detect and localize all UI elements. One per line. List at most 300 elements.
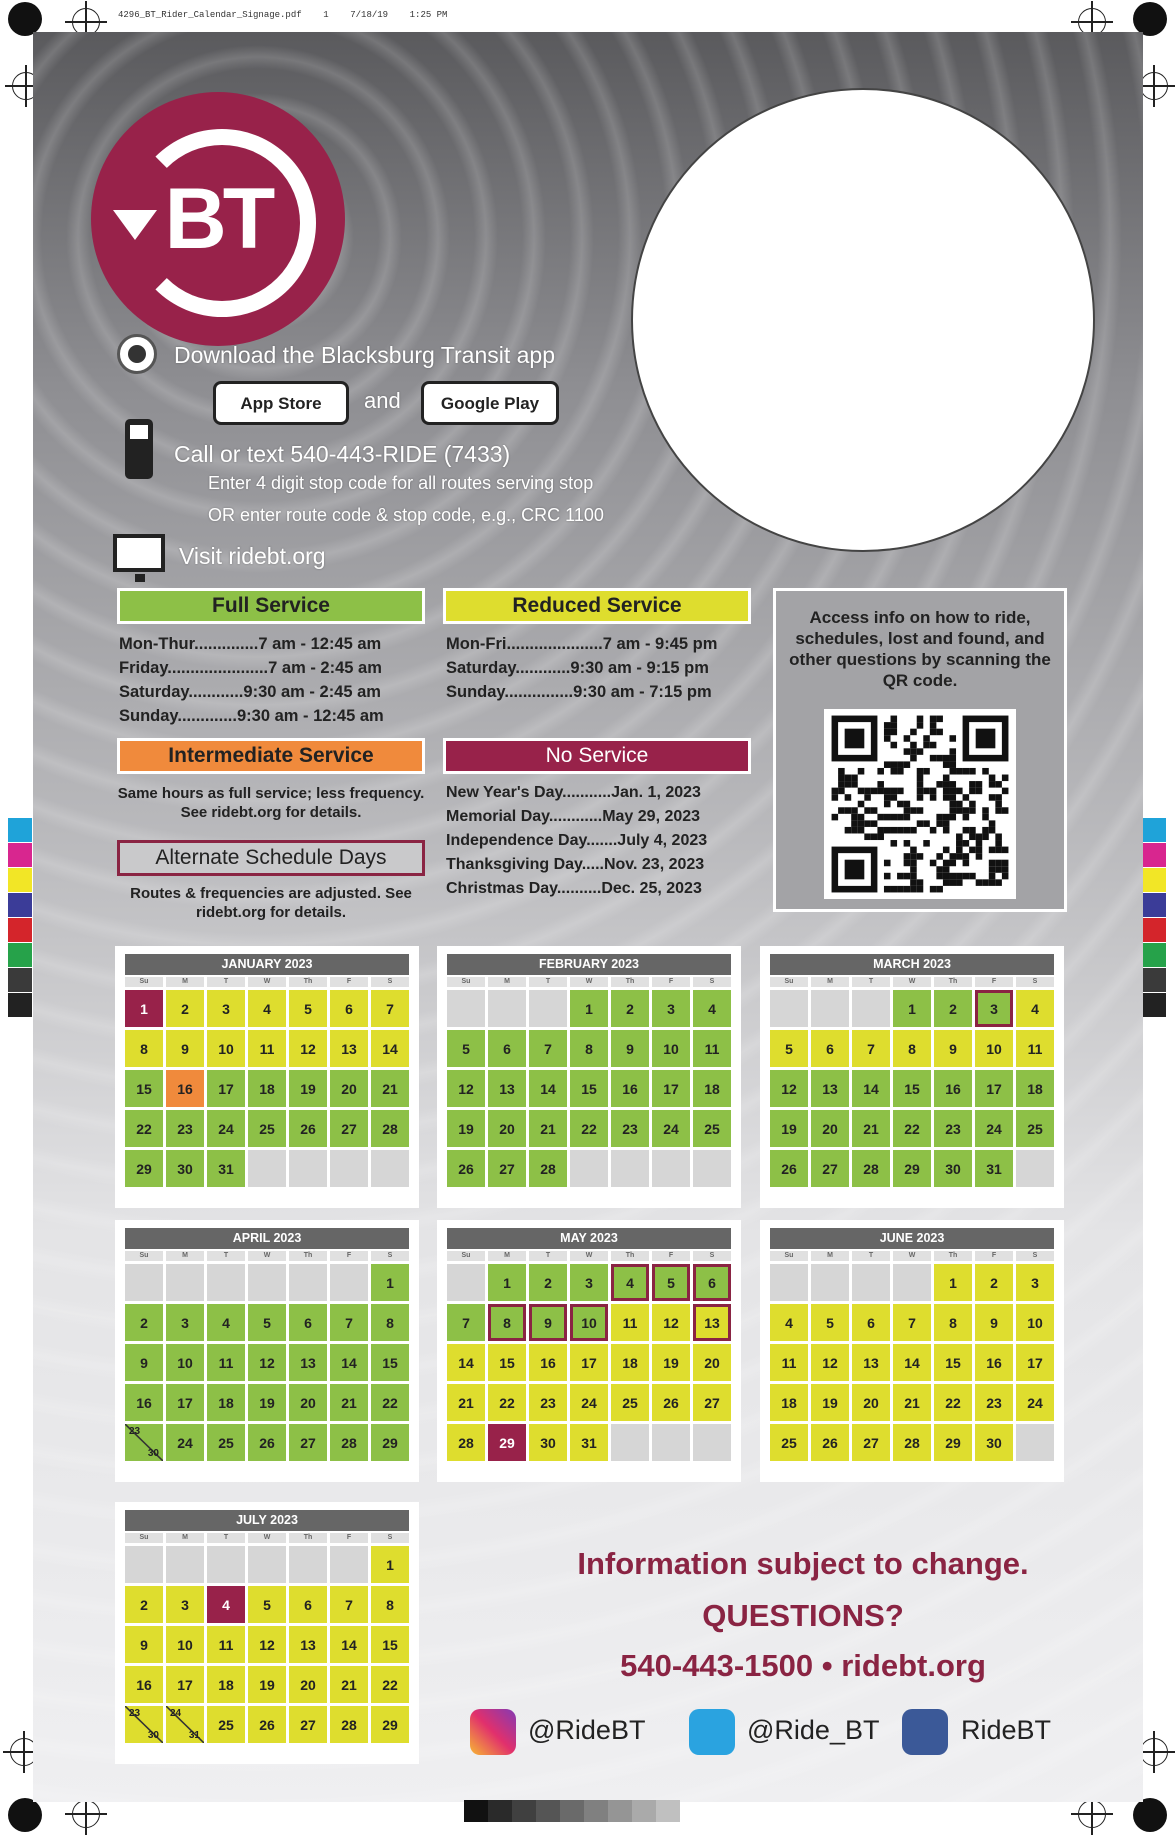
calendar-day: 1 <box>371 1546 409 1583</box>
calendar-day: 5 <box>447 1030 485 1067</box>
qr-module <box>956 788 963 795</box>
weekday-header <box>125 1533 409 1543</box>
qr-module <box>884 788 891 795</box>
calendar-day: 27 <box>289 1424 327 1461</box>
qr-module <box>904 853 911 860</box>
qr-module <box>832 788 839 795</box>
calendar-day: 4 <box>693 990 731 1027</box>
qr-module <box>904 735 911 742</box>
qr-module <box>910 860 917 867</box>
corner-registration-dot <box>1133 1798 1167 1832</box>
calendar-day: 9 <box>611 1030 649 1067</box>
visit-link[interactable]: Visit ridebt.org <box>179 543 326 569</box>
qr-module <box>930 794 937 801</box>
calendar-day: 28 <box>852 1150 890 1187</box>
calendar-day: 19 <box>652 1344 690 1381</box>
qr-module <box>838 775 845 782</box>
qr-module <box>877 814 884 821</box>
calendar-day: 15 <box>371 1344 409 1381</box>
calendar-day: 26 <box>447 1150 485 1187</box>
calendar-day: 26 <box>770 1150 808 1187</box>
calendar-empty-day <box>611 1150 649 1187</box>
weekday-label: T <box>207 1251 245 1261</box>
calendar-day: 8 <box>371 1586 409 1623</box>
calendar-day: 1 <box>488 1264 526 1301</box>
calendar-empty-day <box>330 1150 368 1187</box>
calendar-day: 2 <box>611 990 649 1027</box>
calendar-day: 22 <box>371 1666 409 1703</box>
calendar-day: 10 <box>166 1344 204 1381</box>
qr-module <box>845 794 852 801</box>
qr-module <box>891 814 898 821</box>
registration-mark <box>1140 1738 1168 1766</box>
calendar-day: 19 <box>811 1384 849 1421</box>
weekday-label: W <box>248 1533 286 1543</box>
calendar-day: 1 <box>893 990 931 1027</box>
qr-module <box>995 781 1002 788</box>
qr-module <box>851 775 858 782</box>
calendar-empty-day <box>330 1264 368 1301</box>
weekday-label: Th <box>611 977 649 987</box>
calendar-empty-day <box>811 990 849 1027</box>
calendar-day: 4 <box>611 1264 649 1301</box>
calendar-day: 15 <box>488 1344 526 1381</box>
qr-module <box>976 833 983 840</box>
facebook-handle[interactable]: RideBT <box>961 1715 1052 1745</box>
qr-module <box>1002 807 1009 814</box>
qr-module <box>832 794 839 801</box>
calendar-empty-day <box>447 1264 485 1301</box>
calendar-day <box>125 1424 163 1461</box>
calendar-day: 2 <box>166 990 204 1027</box>
calendar-grid <box>125 1546 409 1743</box>
facebook-icon[interactable] <box>902 1709 948 1755</box>
calendar-day: 8 <box>488 1304 526 1341</box>
qr-module <box>969 833 976 840</box>
calendar-day <box>166 1706 204 1743</box>
calendar-day: 23 <box>529 1384 567 1421</box>
qr-module <box>884 814 891 821</box>
qr-module <box>930 755 937 762</box>
qr-module <box>943 827 950 834</box>
calendar-empty-day <box>488 990 526 1027</box>
calendar-day: 5 <box>248 1586 286 1623</box>
calendar-day: 17 <box>166 1384 204 1421</box>
contact-line[interactable]: 540-443-1500 • ridebt.org <box>620 1648 986 1683</box>
calendar-day: 30 <box>934 1150 972 1187</box>
calendar-day: 19 <box>248 1666 286 1703</box>
calendar-month-title: APRIL 2023 <box>125 1228 409 1249</box>
calendar-grid <box>447 1264 731 1461</box>
qr-module <box>943 761 950 768</box>
qr-module <box>858 820 865 827</box>
calendar-day: 27 <box>488 1150 526 1187</box>
calendar-day: 22 <box>488 1384 526 1421</box>
calendar-empty-day <box>289 1546 327 1583</box>
bt-logo <box>91 92 345 346</box>
instagram-icon[interactable] <box>470 1709 516 1755</box>
corner-registration-dot <box>1133 2 1167 36</box>
qr-module <box>917 820 924 827</box>
weekday-label: Th <box>289 977 327 987</box>
qr-module <box>891 729 898 736</box>
weekday-label: M <box>166 1533 204 1543</box>
qr-module <box>982 768 989 775</box>
qr-module <box>963 840 970 847</box>
qr-module <box>917 748 924 755</box>
qr-module <box>917 794 924 801</box>
qr-module <box>917 768 924 775</box>
calendar-day: 24 <box>652 1110 690 1147</box>
calendar-day: 26 <box>811 1424 849 1461</box>
qr-module <box>904 807 911 814</box>
calendar-day: 2 <box>975 1264 1013 1301</box>
qr-module <box>956 801 963 808</box>
calendar-day: 8 <box>371 1304 409 1341</box>
qr-module <box>956 853 963 860</box>
qr-module <box>845 860 865 880</box>
twitter-handle[interactable]: @Ride_BT <box>747 1715 880 1745</box>
qr-module <box>891 722 898 729</box>
instagram-handle[interactable]: @RideBT <box>528 1715 646 1745</box>
qr-module <box>989 781 996 788</box>
calendar-empty-day <box>447 990 485 1027</box>
qr-module <box>884 827 891 834</box>
qr-module <box>956 847 963 854</box>
full-service-header: Full Service <box>117 588 425 624</box>
grey-scale-bar <box>464 1800 680 1822</box>
qr-module <box>1002 847 1009 854</box>
calendar-day: 24 <box>1016 1384 1054 1421</box>
qr-module <box>897 827 904 834</box>
qr-module <box>864 788 871 795</box>
calendar-day: 14 <box>893 1344 931 1381</box>
calendar-day: 22 <box>893 1110 931 1147</box>
calendar-day: 9 <box>125 1344 163 1381</box>
calendar-day: 13 <box>693 1304 731 1341</box>
qr-module <box>936 755 943 762</box>
holiday-row: Thanksgiving Day.....Nov. 23, 2023 <box>446 856 705 873</box>
weekday-label: Su <box>770 977 808 987</box>
qr-module <box>995 833 1002 840</box>
qr-module <box>871 807 878 814</box>
weekday-label: Th <box>611 1251 649 1261</box>
full-service-row: Saturday............9:30 am - 2:45 am <box>119 683 381 701</box>
calendar-day: 1 <box>934 1264 972 1301</box>
qr-module <box>956 879 963 886</box>
qr-module <box>910 866 917 873</box>
monitor-icon <box>113 534 165 572</box>
calendar-empty-day <box>125 1264 163 1301</box>
qr-module <box>884 886 891 893</box>
qr-module <box>838 788 845 795</box>
calendar-day: 17 <box>166 1666 204 1703</box>
calendar-day: 17 <box>1016 1344 1054 1381</box>
calendar-day: 1 <box>570 990 608 1027</box>
weekday-label: W <box>248 977 286 987</box>
qr-module <box>910 873 917 880</box>
qr-module <box>910 827 917 834</box>
qr-module <box>976 840 983 847</box>
weekday-label: F <box>330 1533 368 1543</box>
calendar-day: 12 <box>289 1030 327 1067</box>
calendar-empty-day <box>652 1150 690 1187</box>
twitter-icon[interactable] <box>689 1709 735 1755</box>
qr-module <box>858 827 865 834</box>
qr-panel <box>773 588 1067 912</box>
calendar-empty-day <box>611 1424 649 1461</box>
calendar-day: 26 <box>248 1706 286 1743</box>
calendar-july-2023 <box>115 1502 419 1764</box>
qr-module <box>904 873 911 880</box>
calendar-day: 28 <box>529 1150 567 1187</box>
qr-module <box>923 820 930 827</box>
qr-module <box>949 873 956 880</box>
qr-module <box>943 775 950 782</box>
app-store-button[interactable] <box>213 381 349 425</box>
weekday-label: Su <box>447 977 485 987</box>
qr-module <box>969 768 976 775</box>
qr-module <box>995 860 1002 867</box>
calendar-day: 6 <box>488 1030 526 1067</box>
calendar-day: 29 <box>371 1424 409 1461</box>
calendar-day: 3 <box>570 1264 608 1301</box>
calendar-day: 31 <box>570 1424 608 1461</box>
intermediate-service-note: Same hours as full service; less frequency. See ridebt.org for details. <box>117 785 425 821</box>
qr-module <box>949 853 956 860</box>
calendar-day: 28 <box>371 1110 409 1147</box>
qr-module <box>910 729 917 736</box>
qr-module <box>891 788 898 795</box>
qr-instructions: Access info on how to ride, schedules, lost and found, and other questions by scanning the QR code. <box>789 608 1051 690</box>
calendar-day: 3 <box>207 990 245 1027</box>
calendar-day: 29 <box>371 1706 409 1743</box>
qr-module <box>936 873 943 880</box>
qr-module <box>858 768 865 775</box>
qr-module <box>858 801 865 808</box>
weekday-label: M <box>166 977 204 987</box>
qr-module <box>884 860 891 867</box>
registration-mark <box>1078 1800 1106 1828</box>
qr-module <box>891 761 898 768</box>
qr-module <box>897 761 904 768</box>
calendar-day: 25 <box>207 1706 245 1743</box>
reduced-service-row: Mon-Fri.....................7 am - 9:45 pm <box>446 635 718 653</box>
calendar-day: 17 <box>570 1344 608 1381</box>
calendar-empty-day <box>852 1264 890 1301</box>
qr-module <box>943 847 950 854</box>
holiday-row: Christmas Day..........Dec. 25, 2023 <box>446 880 702 897</box>
qr-module <box>976 853 983 860</box>
calendar-day: 4 <box>207 1304 245 1341</box>
qr-module <box>956 873 963 880</box>
weekday-label: W <box>893 1251 931 1261</box>
qr-module <box>864 794 871 801</box>
qr-module <box>877 833 884 840</box>
full-service-row: Mon-Thur..............7 am - 12:45 am <box>119 635 382 653</box>
calendar-day: 18 <box>248 1070 286 1107</box>
blank-circle <box>631 88 1095 552</box>
calendar-day: 29 <box>893 1150 931 1187</box>
qr-module <box>969 788 976 795</box>
qr-module <box>845 775 852 782</box>
qr-module <box>930 716 937 723</box>
calendar-day: 4 <box>207 1586 245 1623</box>
calendar-day: 25 <box>207 1424 245 1461</box>
calendar-day: 16 <box>529 1344 567 1381</box>
calendar-day: 10 <box>975 1030 1013 1067</box>
weekday-label: Th <box>934 1251 972 1261</box>
calendar-day: 10 <box>166 1626 204 1663</box>
calendar-day: 13 <box>330 1030 368 1067</box>
calendar-day: 12 <box>248 1344 286 1381</box>
calendar-day: 28 <box>330 1424 368 1461</box>
calendar-day: 25 <box>770 1424 808 1461</box>
phone-icon <box>125 419 153 479</box>
calendar-day: 25 <box>1016 1110 1054 1147</box>
calendar-day: 29 <box>488 1424 526 1461</box>
calendar-day: 12 <box>652 1304 690 1341</box>
qr-module <box>891 827 898 834</box>
calendar-day: 20 <box>289 1666 327 1703</box>
calendar-day: 2 <box>934 990 972 1027</box>
qr-module <box>910 755 917 762</box>
weekday-label: F <box>330 1251 368 1261</box>
calendar-day: 5 <box>652 1264 690 1301</box>
qr-module <box>910 886 917 893</box>
color-bar-right <box>1142 818 1166 1018</box>
calendar-day: 12 <box>447 1070 485 1107</box>
weekday-label: Su <box>770 1251 808 1261</box>
qr-module <box>877 788 884 795</box>
qr-module <box>917 716 924 723</box>
calendar-day: 7 <box>447 1304 485 1341</box>
qr-module <box>877 781 884 788</box>
weekday-label: M <box>811 1251 849 1261</box>
qr-module <box>910 879 917 886</box>
qr-module <box>982 833 989 840</box>
poster <box>33 32 1143 1802</box>
weekday-label: T <box>529 977 567 987</box>
qr-module <box>930 729 937 736</box>
calendar-day: 6 <box>811 1030 849 1067</box>
weekday-label: W <box>570 977 608 987</box>
calendar-day: 6 <box>289 1586 327 1623</box>
qr-module <box>897 788 904 795</box>
qr-module <box>904 761 911 768</box>
calendar-grid <box>125 1264 409 1461</box>
calendar-day-part: 30 <box>147 1448 159 1459</box>
calendar-day: 6 <box>693 1264 731 1301</box>
calendar-day: 18 <box>611 1344 649 1381</box>
qr-module <box>838 768 845 775</box>
qr-module <box>838 807 845 814</box>
calendar-day: 21 <box>330 1666 368 1703</box>
qr-module <box>845 807 852 814</box>
qr-module <box>910 807 917 814</box>
qr-module <box>832 814 839 821</box>
calendar-empty-day <box>289 1264 327 1301</box>
calendar-day: 6 <box>330 990 368 1027</box>
qr-module <box>917 781 924 788</box>
calendar-grid <box>447 990 731 1187</box>
calendar-day: 24 <box>570 1384 608 1421</box>
weekday-header <box>125 977 409 987</box>
calendar-day-part: 23 <box>129 1708 141 1719</box>
qr-module <box>930 860 937 867</box>
qr-module <box>995 807 1002 814</box>
calendar-day: 1 <box>371 1264 409 1301</box>
calendar-day: 20 <box>693 1344 731 1381</box>
reduced-service-row: Sunday...............9:30 am - 7:15 pm <box>446 683 712 701</box>
qr-module <box>943 814 950 821</box>
qr-module <box>891 886 898 893</box>
google-play-button[interactable] <box>421 381 559 425</box>
qr-module <box>851 814 858 821</box>
call-line-1: Enter 4 digit stop code for all routes serving stop <box>208 473 594 493</box>
qr-module <box>858 814 865 821</box>
call-line-2: OR enter route code & stop code, e.g., CRC 1100 <box>208 505 604 525</box>
calendar-day: 17 <box>652 1070 690 1107</box>
calendar-day: 18 <box>1016 1070 1054 1107</box>
calendar-day: 13 <box>289 1626 327 1663</box>
weekday-label: Su <box>125 977 163 987</box>
qr-module <box>930 722 937 729</box>
calendar-empty-day <box>570 1150 608 1187</box>
calendar-empty-day <box>770 990 808 1027</box>
qr-module <box>963 794 970 801</box>
calendar-day: 12 <box>811 1344 849 1381</box>
full-service-row: Sunday.............9:30 am - 12:45 am <box>119 707 384 725</box>
weekday-label: Su <box>125 1533 163 1543</box>
qr-module <box>851 807 858 814</box>
calendar-day: 16 <box>125 1666 163 1703</box>
calendar-day: 7 <box>330 1586 368 1623</box>
calendar-day: 6 <box>289 1304 327 1341</box>
calendar-day-part: 24 <box>170 1708 182 1719</box>
weekday-label: T <box>852 977 890 987</box>
calendar-empty-day <box>1016 1150 1054 1187</box>
qr-module <box>969 827 976 834</box>
calendar-grid <box>125 990 409 1187</box>
qr-module <box>904 860 911 867</box>
calendar-empty-day <box>770 1264 808 1301</box>
qr-module <box>982 879 989 886</box>
calendar-day: 5 <box>248 1304 286 1341</box>
qr-code[interactable] <box>824 709 1016 899</box>
file-header: 4296_BT_Rider_Calendar_Signage.pdf 1 7/18/19 1:25 PM <box>118 10 448 20</box>
download-text: Download the Blacksburg Transit app <box>174 342 555 368</box>
qr-module <box>989 820 996 827</box>
qr-module <box>989 794 996 801</box>
calendar-day: 21 <box>371 1070 409 1107</box>
call-title: Call or text 540-443-RIDE (7433) <box>174 441 511 467</box>
calendar-empty-day <box>166 1546 204 1583</box>
calendar-day: 2 <box>125 1586 163 1623</box>
calendar-day: 23 <box>975 1384 1013 1421</box>
qr-module <box>963 807 970 814</box>
qr-module <box>923 735 930 742</box>
weekday-label: F <box>652 977 690 987</box>
weekday-label: Th <box>289 1251 327 1261</box>
qr-module <box>949 801 956 808</box>
qr-module <box>936 716 943 723</box>
qr-module <box>963 860 970 867</box>
qr-module <box>917 879 924 886</box>
qr-module <box>851 781 858 788</box>
calendar-day: 18 <box>207 1384 245 1421</box>
qr-module <box>949 807 956 814</box>
